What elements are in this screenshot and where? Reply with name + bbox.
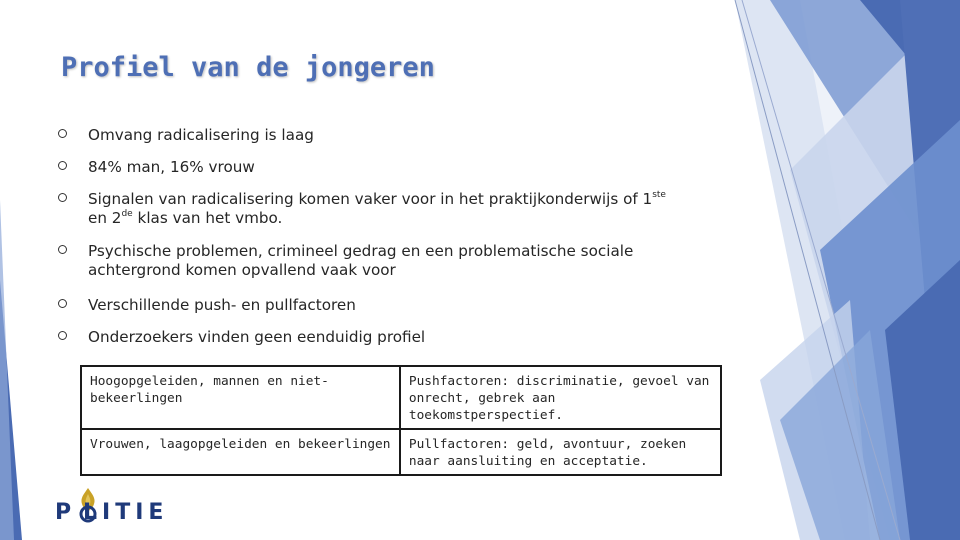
- factors-table: [80, 365, 722, 476]
- circle-bullet-icon: [58, 299, 67, 308]
- table-cell: Vrouwen, laagopgeleiden en bekeerlingen: [81, 429, 400, 475]
- table-cell: Pullfactoren: geld, avontuur, zoeken naar aansluiting en acceptatie.: [400, 429, 721, 475]
- table-cell: Hoogopgeleiden, mannen en niet-bekeerlingen: [81, 366, 400, 429]
- circle-bullet-icon: [58, 331, 67, 340]
- page-title: Profiel van de jongeren: [61, 52, 435, 83]
- circle-bullet-icon: [58, 129, 67, 138]
- table-cell: Pushfactoren: discriminatie, gevoel van onrecht, gebrek aan toekomstperspectief.: [400, 366, 721, 429]
- circle-bullet-icon: [58, 193, 67, 202]
- circle-bullet-icon: [58, 245, 67, 254]
- bullet-text: 84% man, 16% vrouw: [88, 158, 255, 176]
- logo-wordmark: LITIE: [83, 500, 169, 525]
- bullet-text: Psychische problemen, crimineel gedrag en een problematische sociale achtergrond komen opvallend vaak voor: [88, 242, 634, 279]
- circle-bullet-icon: [58, 161, 67, 170]
- bullet-text: Verschillende push- en pullfactoren: [88, 296, 356, 314]
- deco-left-light: [0, 200, 14, 540]
- table-row: [81, 429, 721, 475]
- bullet-text: Onderzoekers vinden geen eenduidig profiel: [88, 328, 426, 346]
- table-row: [81, 366, 721, 429]
- bullet-text: Signalen van radicalisering komen vaker voor in het praktijkonderwijs of 1ste en 2de klas van het vmbo.: [88, 190, 666, 227]
- logo-letter: P: [55, 500, 72, 525]
- bullet-text: Omvang radicalisering is laag: [88, 126, 314, 144]
